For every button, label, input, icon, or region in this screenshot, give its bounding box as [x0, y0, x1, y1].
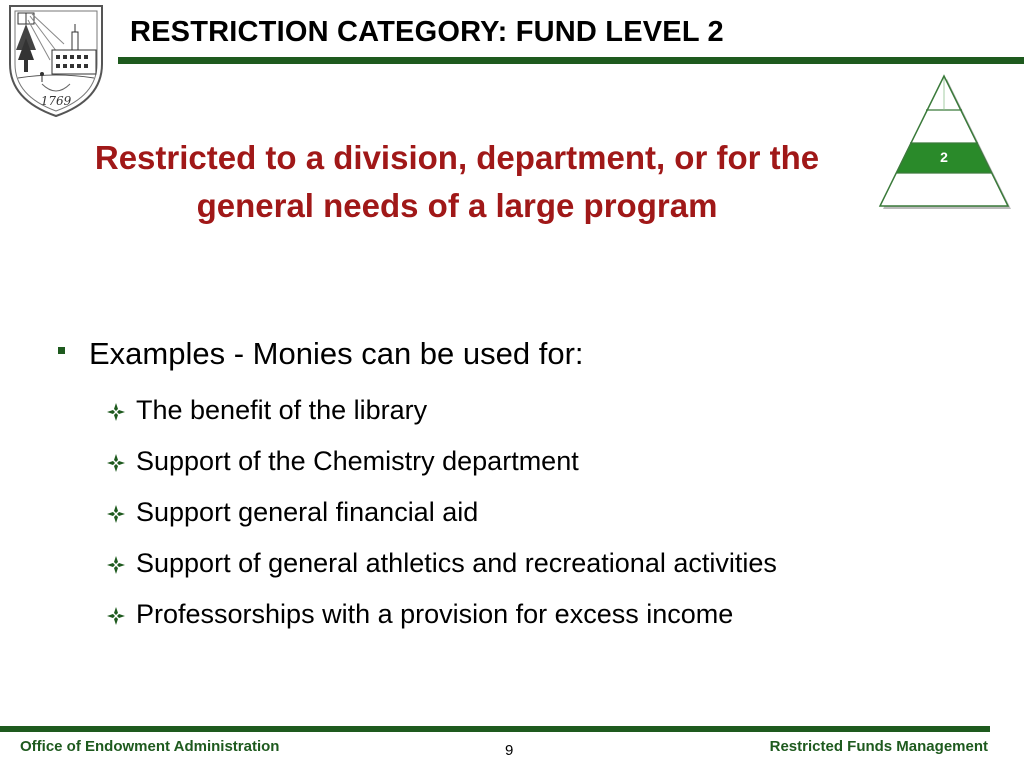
- diamond-bullet-icon: [106, 504, 126, 524]
- footer-office-name: Office of Endowment Administration: [20, 738, 280, 755]
- list-item-text: Support of general athletics and recreational activities: [136, 548, 777, 578]
- list-item: [106, 443, 826, 480]
- diamond-bullet-icon: [106, 402, 126, 422]
- pyramid-level-3: [876, 110, 1012, 143]
- footer-rule: [0, 726, 990, 732]
- pyramid-level-label: 2: [940, 149, 948, 165]
- main-bullet-text: Examples - Monies can be used for:: [89, 336, 584, 371]
- college-seal-icon: [2, 2, 110, 120]
- list-item-text: Support general financial aid: [136, 497, 479, 527]
- seal-year: 1769: [40, 94, 72, 108]
- fund-level-pyramid: [876, 74, 1012, 212]
- list-item-text: The benefit of the library: [136, 395, 428, 425]
- list-item-text: Professorships with a provision for excess income: [136, 599, 734, 629]
- title-rule: [118, 57, 1024, 64]
- examples-list: [106, 392, 826, 647]
- diamond-bullet-icon: [106, 606, 126, 626]
- diamond-bullet-icon: [106, 453, 126, 473]
- main-bullet-item: [58, 336, 584, 372]
- diamond-bullet-icon: [106, 555, 126, 575]
- slide-title: RESTRICTION CATEGORY: FUND LEVEL 2: [130, 16, 724, 48]
- list-item-text: Support of the Chemistry department: [136, 446, 579, 476]
- list-item: [106, 392, 826, 429]
- square-bullet-icon: [58, 347, 65, 354]
- list-item: [106, 545, 826, 582]
- footer-presentation-name: Restricted Funds Management: [769, 738, 988, 755]
- list-item: [106, 596, 826, 633]
- pyramid-level-1: [876, 173, 1012, 206]
- lead-statement: Restricted to a division, department, or for the general needs of a large program: [94, 139, 820, 224]
- page-number: 9: [505, 742, 514, 759]
- list-item: [106, 494, 826, 531]
